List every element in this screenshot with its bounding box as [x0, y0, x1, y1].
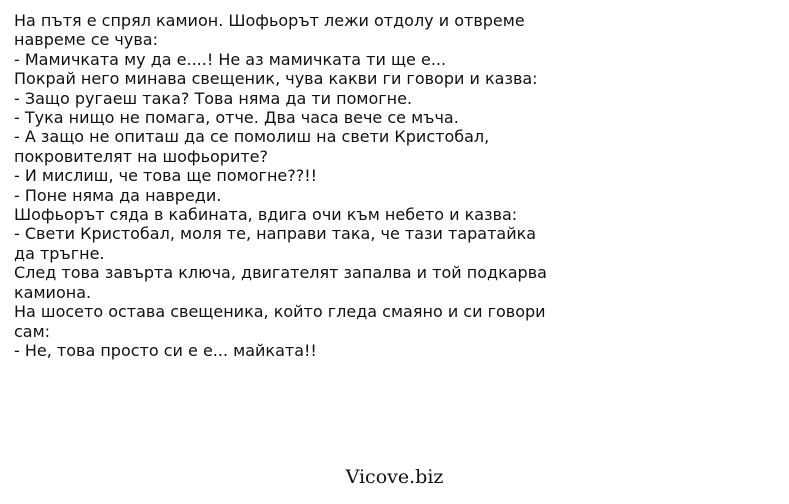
joke-line: След това завърта ключа, двигателят запалва и той подкарва [14, 263, 547, 283]
site-watermark: Vicove.biz [345, 466, 444, 488]
joke-line: На шосето остава свещеника, който гледа смаяно и си говори [14, 302, 546, 322]
joke-line: На пътя е спрял камион. Шофьорът лежи отдолу и отвреме [14, 11, 525, 30]
joke-line: навреме се чува: [14, 30, 158, 50]
joke-line: - Свети Кристобал, моля те, направи така, че тази таратайка [14, 224, 537, 244]
joke-line: сам: [14, 321, 51, 341]
joke-line: камиона. [14, 282, 92, 302]
joke-line: - Защо ругаеш така? Това няма да ти помогне. [14, 88, 413, 108]
joke-line: Покрай него минава свещеник, чува какви ги говори и казва: [14, 69, 538, 89]
joke-line: - А защо не опиташ да се помолиш на свети Кристобал, [14, 127, 490, 147]
joke-line: - Поне няма да навреди. [14, 185, 222, 205]
joke-line: - Тука нищо не помага, отче. Два часа вече се мъча. [14, 108, 459, 128]
joke-line: Шофьорът сяда в кабината, вдига очи към небето и казва: [14, 205, 518, 225]
joke-text [14, 11, 774, 360]
joke-line: покровителят на шофьорите? [14, 146, 268, 166]
joke-line: - Не, това просто си е е... майката!! [14, 340, 317, 360]
joke-line: - И мислиш, че това ще помогне??!! [14, 166, 318, 186]
joke-line: да тръгне. [14, 243, 105, 263]
joke-line: - Мамичката му да е....! Не аз мамичката ти ще е... [14, 49, 447, 69]
